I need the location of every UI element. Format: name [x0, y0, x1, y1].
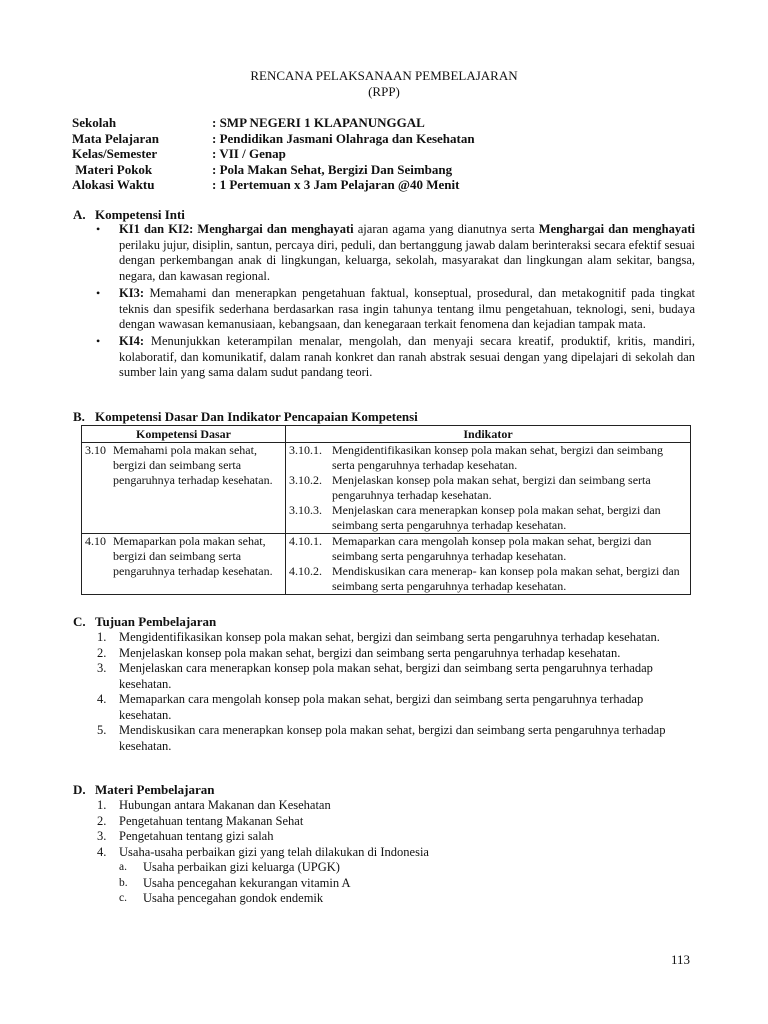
list-number: 1. — [97, 798, 107, 812]
table-header-row — [82, 426, 691, 443]
section-letter: A. — [73, 207, 86, 222]
kd-entry — [85, 534, 282, 579]
section-a-heading — [73, 207, 185, 223]
list-text: Menjelaskan konsep pola makan sehat, bergizi dan seimbang serta pengaruhnya terhadap kesehatan. — [119, 645, 621, 660]
list-text: Usaha-usaha perbaikan gizi yang telah dilakukan di Indonesia — [119, 844, 429, 859]
identity-row-sekolah — [72, 115, 712, 131]
list-item — [97, 845, 697, 907]
sub-list-letter: a. — [119, 861, 127, 873]
identity-row-materi-pokok — [72, 162, 712, 178]
table-cell-indikator — [286, 443, 691, 534]
list-text: Memaparkan cara mengolah konsep pola makan sehat, bergizi dan seimbang serta pengaruhnya terhadap kesehatan. — [119, 692, 644, 722]
identity-row-alokasi-waktu — [72, 177, 712, 193]
list-number: 1. — [97, 630, 107, 644]
column-header-indikator: Indikator — [286, 426, 691, 443]
kd-number: 3.10 — [85, 443, 106, 457]
identity-label: Kelas/Semester — [72, 146, 158, 162]
identity-value: : SMP NEGERI 1 KLAPANUNGGAL — [212, 115, 425, 130]
list-item-ki4 — [94, 334, 695, 381]
indikator-number: 4.10.1. — [289, 534, 322, 548]
kd-number: 4.10 — [85, 534, 106, 548]
section-c-heading — [73, 614, 216, 630]
kompetensi-inti-list — [94, 222, 695, 381]
sub-list-letter: b. — [119, 876, 128, 889]
list-text: Hubungan antara Makanan dan Kesehatan — [119, 798, 331, 812]
indikator-text: Mengidentifikasikan konsep pola makan sehat, bergizi dan seimbang serta pengaruhnya terhadap kesehatan. — [332, 443, 664, 472]
section-b-heading — [73, 409, 418, 425]
list-item-ki1-ki2 — [94, 222, 695, 285]
indikator-number: 3.10.1. — [289, 443, 322, 457]
list-item — [97, 661, 697, 692]
bullet-icon: • — [96, 222, 101, 236]
indikator-item — [289, 473, 687, 503]
indikator-item — [289, 443, 687, 473]
sub-list-item — [119, 860, 697, 876]
indikator-text: Mendiskusikan cara menerap- kan konsep pola makan sehat, bergizi dan seimbang serta pengaruhnya terhadap kesehatan. — [332, 564, 680, 593]
table-row — [82, 443, 691, 534]
identity-value: : VII / Genap — [212, 146, 286, 162]
identity-value: : Pola Makan Sehat, Bergizi Dan Seimbang — [212, 161, 453, 177]
ki-text: Menunjukkan keterampilan menalar, mengolah, dan menyaji secara kreatif, produktif, kritis, mandiri, kolaboratif, dan komunikatif, dalam ranah konkret dan ranah abstrak sesuai dengan yang dipelajari di sekolah dan sumber lain yang sama dalam sudut pandang teori. — [119, 333, 695, 380]
identity-label: Alokasi Waktu — [72, 177, 155, 193]
indikator-text: Menjelaskan cara menerapkan konsep pola makan sehat, bergizi dan seimbang serta pengaruhnya terhadap kesehatan. — [332, 503, 661, 532]
section-title: Kompetensi Inti — [95, 207, 185, 222]
list-text: Menjelaskan cara menerapkan konsep pola makan sehat, bergizi dan seimbang serta pengaruhnya terhadap kesehatan. — [119, 661, 653, 691]
materi-list — [97, 798, 697, 907]
identity-label: Sekolah — [72, 115, 117, 130]
identity-row-kelas-semester — [72, 146, 712, 162]
indikator-number: 3.10.3. — [289, 503, 322, 517]
kd-entry — [85, 443, 282, 488]
ki-bold-text: KI1 dan KI2: Menghargai dan menghayati — [119, 222, 354, 236]
list-item — [97, 630, 697, 646]
ki-bold-text: KI4: — [119, 333, 144, 348]
section-letter: C. — [73, 614, 86, 629]
section-letter: D. — [73, 782, 86, 797]
indikator-item — [289, 564, 687, 594]
indikator-number: 3.10.2. — [289, 473, 322, 487]
sub-list-item — [119, 891, 697, 907]
kompetensi-dasar-table — [81, 425, 691, 595]
sub-list-text: Usaha perbaikan gizi keluarga (UPGK) — [143, 860, 340, 874]
ki-text: Memahami dan menerapkan pengetahuan faktual, konseptual, prosedural, dan metakognitif pada tingkat teknis dan spesifik sederhana berdasarkan rasa ingin tahunya tentang ilmu pengetahuan, teknologi, seni, budaya dengan wawasan kemanusiaan, kebangsaan, dan kenegaraan terkait fenomena dan kejadian tampak mata. — [119, 285, 695, 332]
list-item-ki3 — [94, 286, 695, 333]
sub-list-item — [119, 876, 697, 892]
identity-row-mata-pelajaran — [72, 131, 712, 147]
table-row — [82, 534, 691, 595]
list-item — [97, 814, 697, 830]
identity-label: Mata Pelajaran — [72, 130, 160, 146]
table-cell-indikator — [286, 534, 691, 595]
ki-text: perilaku jujur, disiplin, santun, percaya diri, peduli, dan bertanggung jawab dalam berinteraksi secara efektif sesuai dengan perkembangan anak di lingkungan, keluarga, sekolah, masyarakat dan lingkungan alam sekitar, bangsa, negara, dan kawasan regional. — [119, 237, 695, 284]
list-number: 2. — [97, 813, 107, 828]
identity-value: : 1 Pertemuan x 3 Jam Pelajaran @40 Menit — [212, 177, 460, 193]
identity-value: : Pendidikan Jasmani Olahraga dan Kesehatan — [212, 130, 475, 146]
list-item — [97, 692, 697, 723]
indikator-text: Memaparkan cara mengolah konsep pola makan sehat, bergizi dan seimbang serta pengaruhnya terhadap kesehatan. — [332, 534, 652, 563]
sub-list — [119, 860, 697, 907]
sub-list-text: Usaha pencegahan kekurangan vitamin A — [143, 875, 351, 890]
kd-text: Memahami pola makan sehat, bergizi dan seimbang serta pengaruhnya terhadap kesehatan. — [113, 443, 273, 487]
bullet-icon: • — [96, 333, 101, 348]
ki-text: ajaran agama yang dianutnya serta — [353, 222, 539, 236]
list-text: Mendiskusikan cara menerapkan konsep pola makan sehat, bergizi dan seimbang serta pengaruhnya terhadap kesehatan. — [119, 723, 666, 753]
indikator-item — [289, 534, 687, 564]
list-item — [97, 723, 697, 754]
indikator-text: Menjelaskan konsep pola makan sehat, bergizi dan seimbang serta pengaruhnya terhadap kesehatan. — [332, 473, 651, 502]
sub-list-letter: c. — [119, 892, 127, 904]
list-item — [97, 646, 697, 662]
list-number: 4. — [97, 844, 107, 859]
bullet-icon: • — [96, 285, 101, 300]
section-title: Tujuan Pembelajaran — [95, 614, 217, 629]
section-d-heading — [73, 782, 214, 798]
identity-block — [72, 115, 712, 193]
list-number: 5. — [97, 723, 107, 737]
page-number: 113 — [671, 952, 691, 967]
ki-bold-text: KI3: — [119, 285, 144, 300]
list-item — [97, 829, 697, 845]
section-title: Kompetensi Dasar Dan Indikator Pencapaian Kompetensi — [95, 409, 418, 424]
indikator-item — [289, 503, 687, 533]
list-number: 3. — [97, 661, 107, 675]
list-number: 4. — [97, 692, 107, 706]
document-subtitle: (RPP) — [368, 84, 400, 99]
list-text: Mengidentifikasikan konsep pola makan sehat, bergizi dan seimbang serta pengaruhnya terhadap kesehatan. — [119, 630, 660, 644]
kd-text: Memaparkan pola makan sehat, bergizi dan seimbang serta pengaruhnya terhadap kesehatan. — [113, 534, 273, 578]
table-cell-kd — [82, 443, 286, 534]
list-number: 2. — [97, 645, 107, 660]
ki-bold-text: Menghargai dan menghayati — [538, 222, 695, 236]
list-text: Pengetahuan tentang Makanan Sehat — [119, 813, 304, 828]
identity-label: Materi Pokok — [72, 161, 153, 177]
table-cell-kd — [82, 534, 286, 595]
tujuan-list — [97, 630, 697, 754]
section-letter: B. — [73, 409, 85, 424]
list-item — [97, 798, 697, 814]
list-number: 3. — [97, 829, 107, 843]
list-text: Pengetahuan tentang gizi salah — [119, 829, 274, 843]
column-header-kompetensi-dasar: Kompetensi Dasar — [82, 426, 286, 443]
sub-list-text: Usaha pencegahan gondok endemik — [143, 891, 324, 905]
document-title: RENCANA PELAKSANAAN PEMBELAJARAN — [250, 68, 518, 83]
indikator-number: 4.10.2. — [289, 564, 322, 578]
section-title: Materi Pembelajaran — [95, 782, 215, 797]
